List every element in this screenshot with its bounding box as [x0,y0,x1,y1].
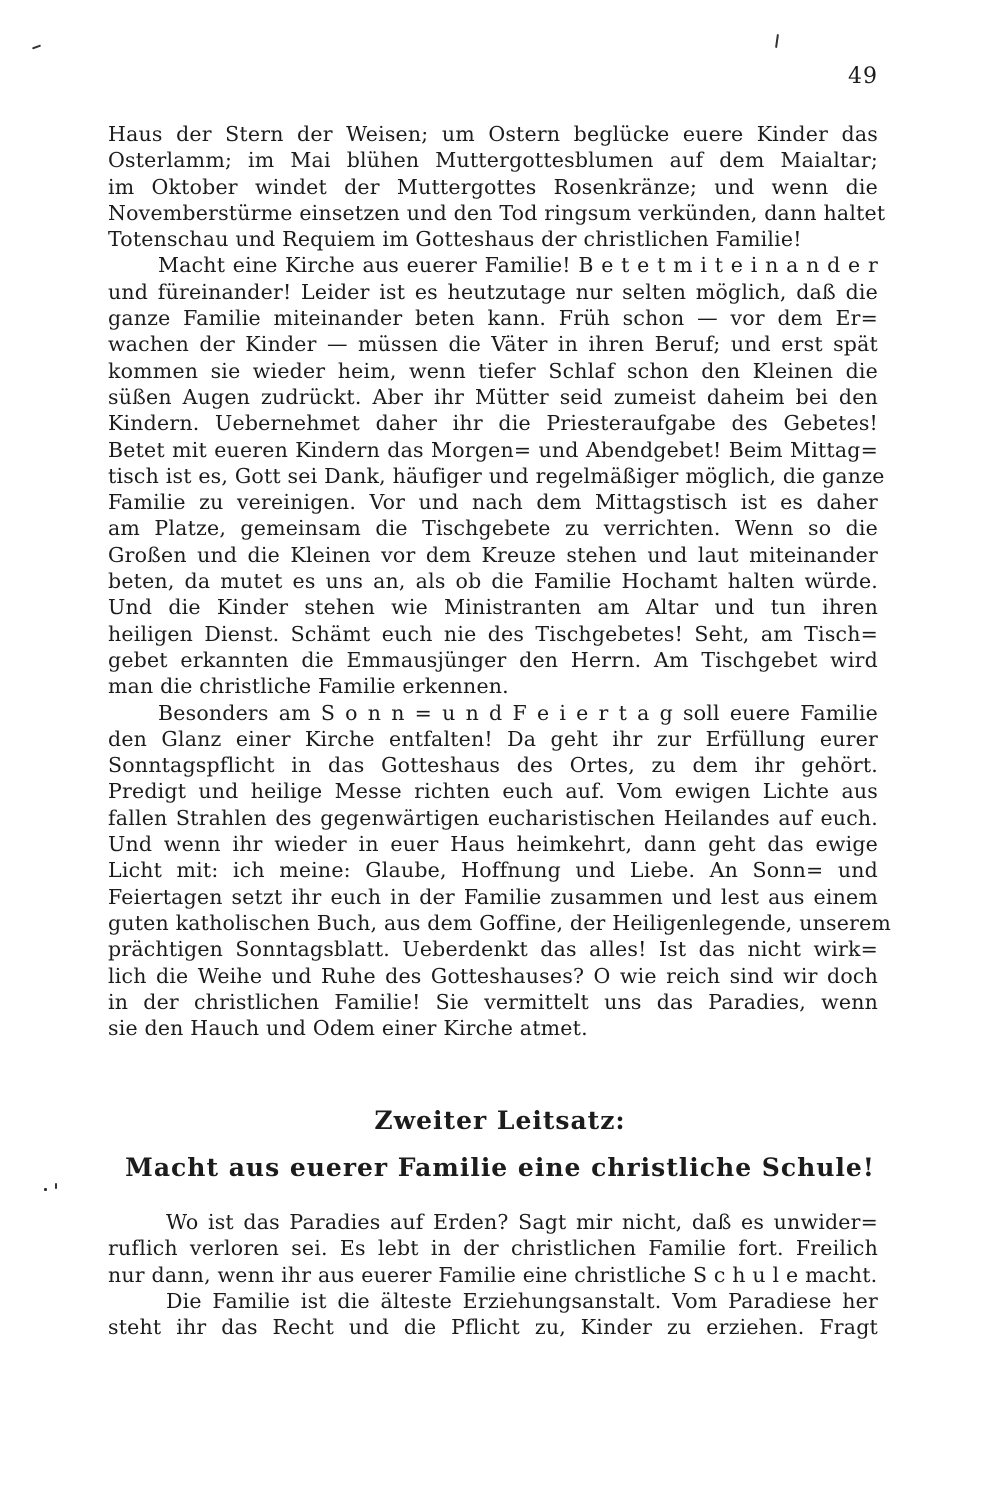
text-line: Licht mit: ich meine: Glaube, Hoffnung und Liebe. An Sonn= und [108,858,878,883]
text-line: lich die Weihe und Ruhe des Gotteshauses? O wie reich sind wir doch [108,963,878,988]
text-line: Und wenn ihr wieder in euer Haus heimkehrt, dann geht das ewige [108,832,878,857]
text-line: ganze Familie miteinander beten kann. Früh schon — vor dem Er= [108,306,878,331]
text-line: Familie zu vereinigen. Vor und nach dem Mittagstisch ist es daher [108,490,878,515]
text-line: Novemberstürme einsetzen und den Tod ringsum verkünden, dann haltet [108,200,886,225]
body-text-section-1 [108,121,892,1041]
text-line: Feiertagen setzt ihr euch in der Familie zusammen und lest aus einem [108,884,878,909]
text-line: guten katholischen Buch, aus dem Goffine, der Heiligenlegende, unserem [108,910,892,935]
text-line: fallen Strahlen des gegenwärtigen eucharistischen Heilandes auf euch. [108,805,878,830]
text-line: Predigt und heilige Messe richten euch auf. Vom ewigen Lichte aus [108,779,878,804]
text-line: ruflich verloren sei. Es lebt in der christlichen Familie fort. Freilich [108,1236,878,1261]
text-line: prächtigen Sonntagsblatt. Ueberdenkt das alles! Ist das nicht wirk= [108,937,878,962]
text-line: Haus der Stern der Weisen; um Ostern beglücke euere Kinder das [108,122,878,146]
scan-speck [55,1183,57,1189]
text-line: Betet mit eueren Kindern das Morgen= und Abendgebet! Beim Mittag= [108,437,878,462]
text-line: wachen der Kinder — müssen die Väter in ihren Beruf; und erst spät [108,332,878,357]
text-line: heiligen Dienst. Schämt euch nie des Tischgebetes! Seht, am Tisch= [108,621,878,646]
text-line: in der christlichen Familie! Sie vermittelt uns das Paradies, wenn [108,989,878,1014]
text-line: gebet erkannten die Emmausjünger den Herrn. Am Tischgebet wird [108,647,878,672]
text-line: beten, da mutet es uns an, als ob die Familie Hochamt halten würde. [108,569,878,594]
text-line: Totenschau und Requiem im Gotteshaus der christlichen Familie! [108,227,802,252]
scan-speck [32,45,41,50]
text-line: Kindern. Uebernehmet daher ihr die Priesteraufgabe des Gebetes! [108,411,878,436]
text-line: Die Familie ist die älteste Erziehungsanstalt. Vom Paradiese her [166,1288,878,1313]
text-line: man die christliche Familie erkennen. [108,674,509,699]
text-line: den Glanz einer Kirche entfalten! Da geht ihr zur Erfüllung eurer [108,726,878,751]
section-subheading: Macht aus euerer Familie eine christliche Schule! [125,1153,875,1182]
text-line: Und die Kinder stehen wie Ministranten am Altar und tun ihren [108,595,878,620]
scan-speck [44,1188,47,1191]
text-line: und füreinander! Leider ist es heutzutage nur selten möglich, daß die [108,279,878,304]
text-line: Wo ist das Paradies auf Erden? Sagt mir nicht, daß es unwider= [166,1210,878,1234]
text-line: sie den Hauch und Odem einer Kirche atmet. [108,1016,588,1041]
text-line: nur dann, wenn ihr aus euerer Familie eine christliche S c h u l e macht. [108,1262,878,1287]
scan-speck [775,34,779,48]
text-line: tisch ist es, Gott sei Dank, häufiger und regelmäßiger möglich, die ganze [108,463,885,488]
text-line: am Platze, gemeinsam die Tischgebete zu verrichten. Wenn so die [108,516,878,541]
text-line: Besonders am S o n n = u n d F e i e r t a g soll euere Familie [158,700,878,725]
text-line: im Oktober windet der Muttergottes Rosenkränze; und wenn die [108,174,878,199]
text-line: Macht eine Kirche aus euerer Familie! B e t e t m i t e i n a n d e r [158,253,878,278]
section-heading: Zweiter Leitsatz: [374,1106,626,1135]
text-line: Sonntagspflicht in das Gotteshaus des Ortes, zu dem ihr gehört. [108,753,878,778]
text-line: kommen sie wieder heim, wenn tiefer Schlaf schon den Kleinen die [108,358,878,383]
text-line: Osterlamm; im Mai blühen Muttergottesblumen auf dem Maialtar; [108,148,878,173]
text-line: Großen und die Kleinen vor dem Kreuze stehen und laut miteinander [108,542,878,567]
body-text-section-2 [108,1209,878,1340]
page-number: 49 [848,64,878,89]
text-line: süßen Augen zudrückt. Aber ihr Mütter seid zumeist daheim bei den [108,384,878,409]
text-line: steht ihr das Recht und die Pflicht zu, Kinder zu erziehen. Fragt [108,1315,878,1340]
